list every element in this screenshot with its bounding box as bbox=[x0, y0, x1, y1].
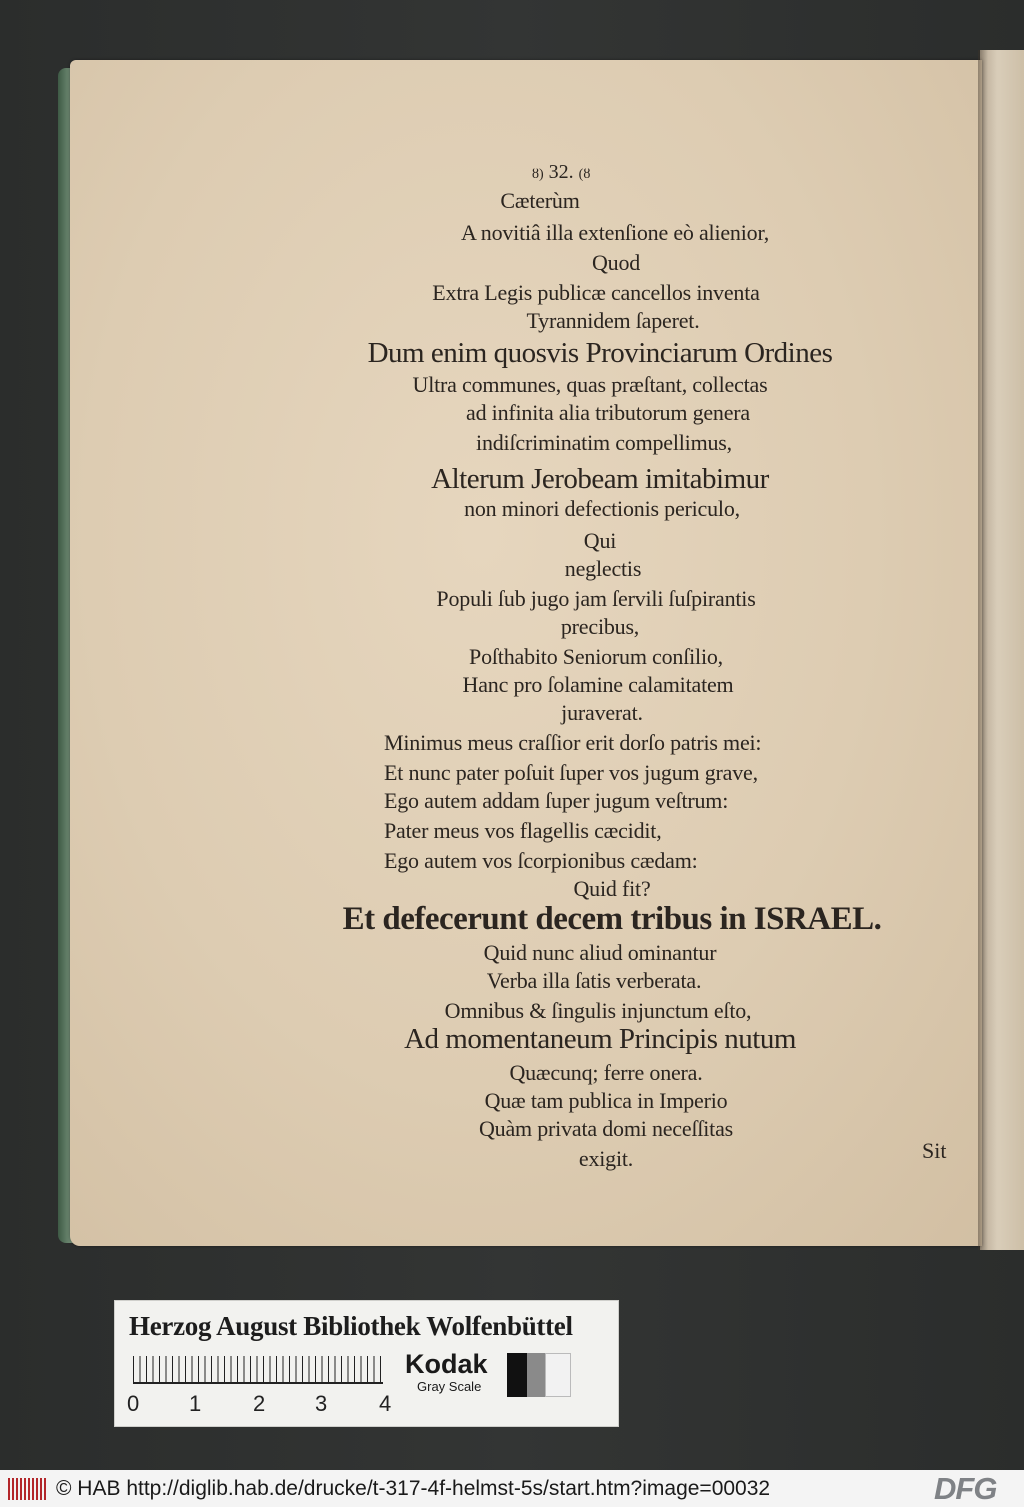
text-line: Populi ſub jugo jam ſervili ſuſpirantis bbox=[436, 586, 756, 611]
ruler-number: 2 bbox=[253, 1391, 266, 1416]
page-number: 32. bbox=[548, 161, 574, 183]
color-calibration-card bbox=[114, 1300, 619, 1427]
catchword: Sit bbox=[922, 1138, 947, 1163]
dfg-logo: DFG bbox=[934, 1471, 997, 1506]
text-line: Minimus meus craſſior erit dorſo patris mei: bbox=[384, 730, 762, 755]
hab-barcode-icon bbox=[8, 1478, 46, 1500]
swatch-white bbox=[545, 1353, 571, 1397]
text-line: Qui bbox=[583, 528, 617, 553]
ornament-right: (ȣ bbox=[578, 167, 591, 182]
library-name: Herzog August Bibliothek Wolfenbüttel bbox=[129, 1311, 573, 1341]
text-line: Et defecerunt decem tribus in ISRAEL. bbox=[342, 901, 882, 937]
text-line: Ego autem vos ſcorpionibus cædam: bbox=[384, 848, 698, 873]
text-line: precibus, bbox=[560, 614, 640, 639]
ruler bbox=[133, 1356, 383, 1384]
ruler-number: 1 bbox=[189, 1391, 202, 1416]
text-line: Quid fit? bbox=[573, 876, 651, 901]
text-line: juraverat. bbox=[561, 700, 643, 725]
text-line: Quàm privata domi neceſſitas bbox=[478, 1116, 734, 1141]
ruler-number: 0 bbox=[127, 1391, 140, 1416]
text-line: neglectis bbox=[564, 556, 642, 581]
copyright-bar bbox=[0, 1470, 1024, 1507]
swatch-gray bbox=[527, 1353, 545, 1397]
text-line: Et nunc pater poſuit ſuper vos jugum grave, bbox=[384, 760, 758, 785]
text-line: indiſcriminatim compellimus, bbox=[476, 430, 732, 455]
text-line: Cæterùm bbox=[500, 188, 580, 213]
ruler-numbers bbox=[123, 1391, 403, 1417]
text-line: Pater meus vos flagellis cæcidit, bbox=[384, 818, 662, 843]
ornament-left: ȣ) bbox=[532, 167, 544, 182]
swatch-black bbox=[507, 1353, 527, 1397]
text-line: ad infinita alia tributorum genera bbox=[466, 400, 750, 425]
text-line: Tyrannidem ſaperet. bbox=[526, 308, 700, 333]
text-line: Ultra communes, quas præſtant, collectas bbox=[412, 372, 768, 397]
kodak-logo: Kodak bbox=[405, 1349, 488, 1379]
text-line: Quæcunq; ferre onera. bbox=[509, 1060, 703, 1085]
ruler-number: 3 bbox=[315, 1391, 328, 1416]
text-line: Dum enim quosvis Provinciarum Ordines bbox=[367, 337, 833, 369]
text-line: Poſthabito Seniorum conſilio, bbox=[469, 644, 723, 669]
text-line: Verba illa ſatis verberata. bbox=[486, 968, 702, 993]
text-line: Hanc pro ſolamine calamitatem bbox=[462, 672, 734, 697]
text-line: non minori defectionis periculo, bbox=[464, 496, 740, 521]
text-line: Alterum Jerobeam imitabimur bbox=[431, 463, 769, 495]
page-header bbox=[532, 161, 590, 184]
text-line: Quod bbox=[591, 250, 641, 275]
text-line: Ego autem addam ſuper jugum veſtrum: bbox=[384, 788, 729, 813]
text-line: Ad momentaneum Principis nutum bbox=[404, 1023, 796, 1055]
ruler-number: 4 bbox=[379, 1391, 392, 1416]
gray-swatches bbox=[507, 1353, 571, 1397]
text-line: Extra Legis publicæ cancellos inventa bbox=[432, 280, 760, 305]
text-line: A novitiâ illa extenſione eò alienior, bbox=[461, 220, 769, 245]
copyright-link[interactable]: © HAB http://diglib.hab.de/drucke/t-317-4f-helmst-5s/start.htm?image=00032 bbox=[56, 1477, 771, 1500]
text-line: Quid nunc aliud ominantur bbox=[483, 940, 717, 965]
text-line: Omnibus & ſingulis injunctum eſto, bbox=[444, 998, 752, 1023]
spine-shadow bbox=[978, 50, 988, 1250]
gray-scale-label: Gray Scale bbox=[417, 1379, 482, 1394]
text-line: exigit. bbox=[578, 1146, 634, 1171]
text-line: Quæ tam publica in Imperio bbox=[484, 1088, 728, 1113]
